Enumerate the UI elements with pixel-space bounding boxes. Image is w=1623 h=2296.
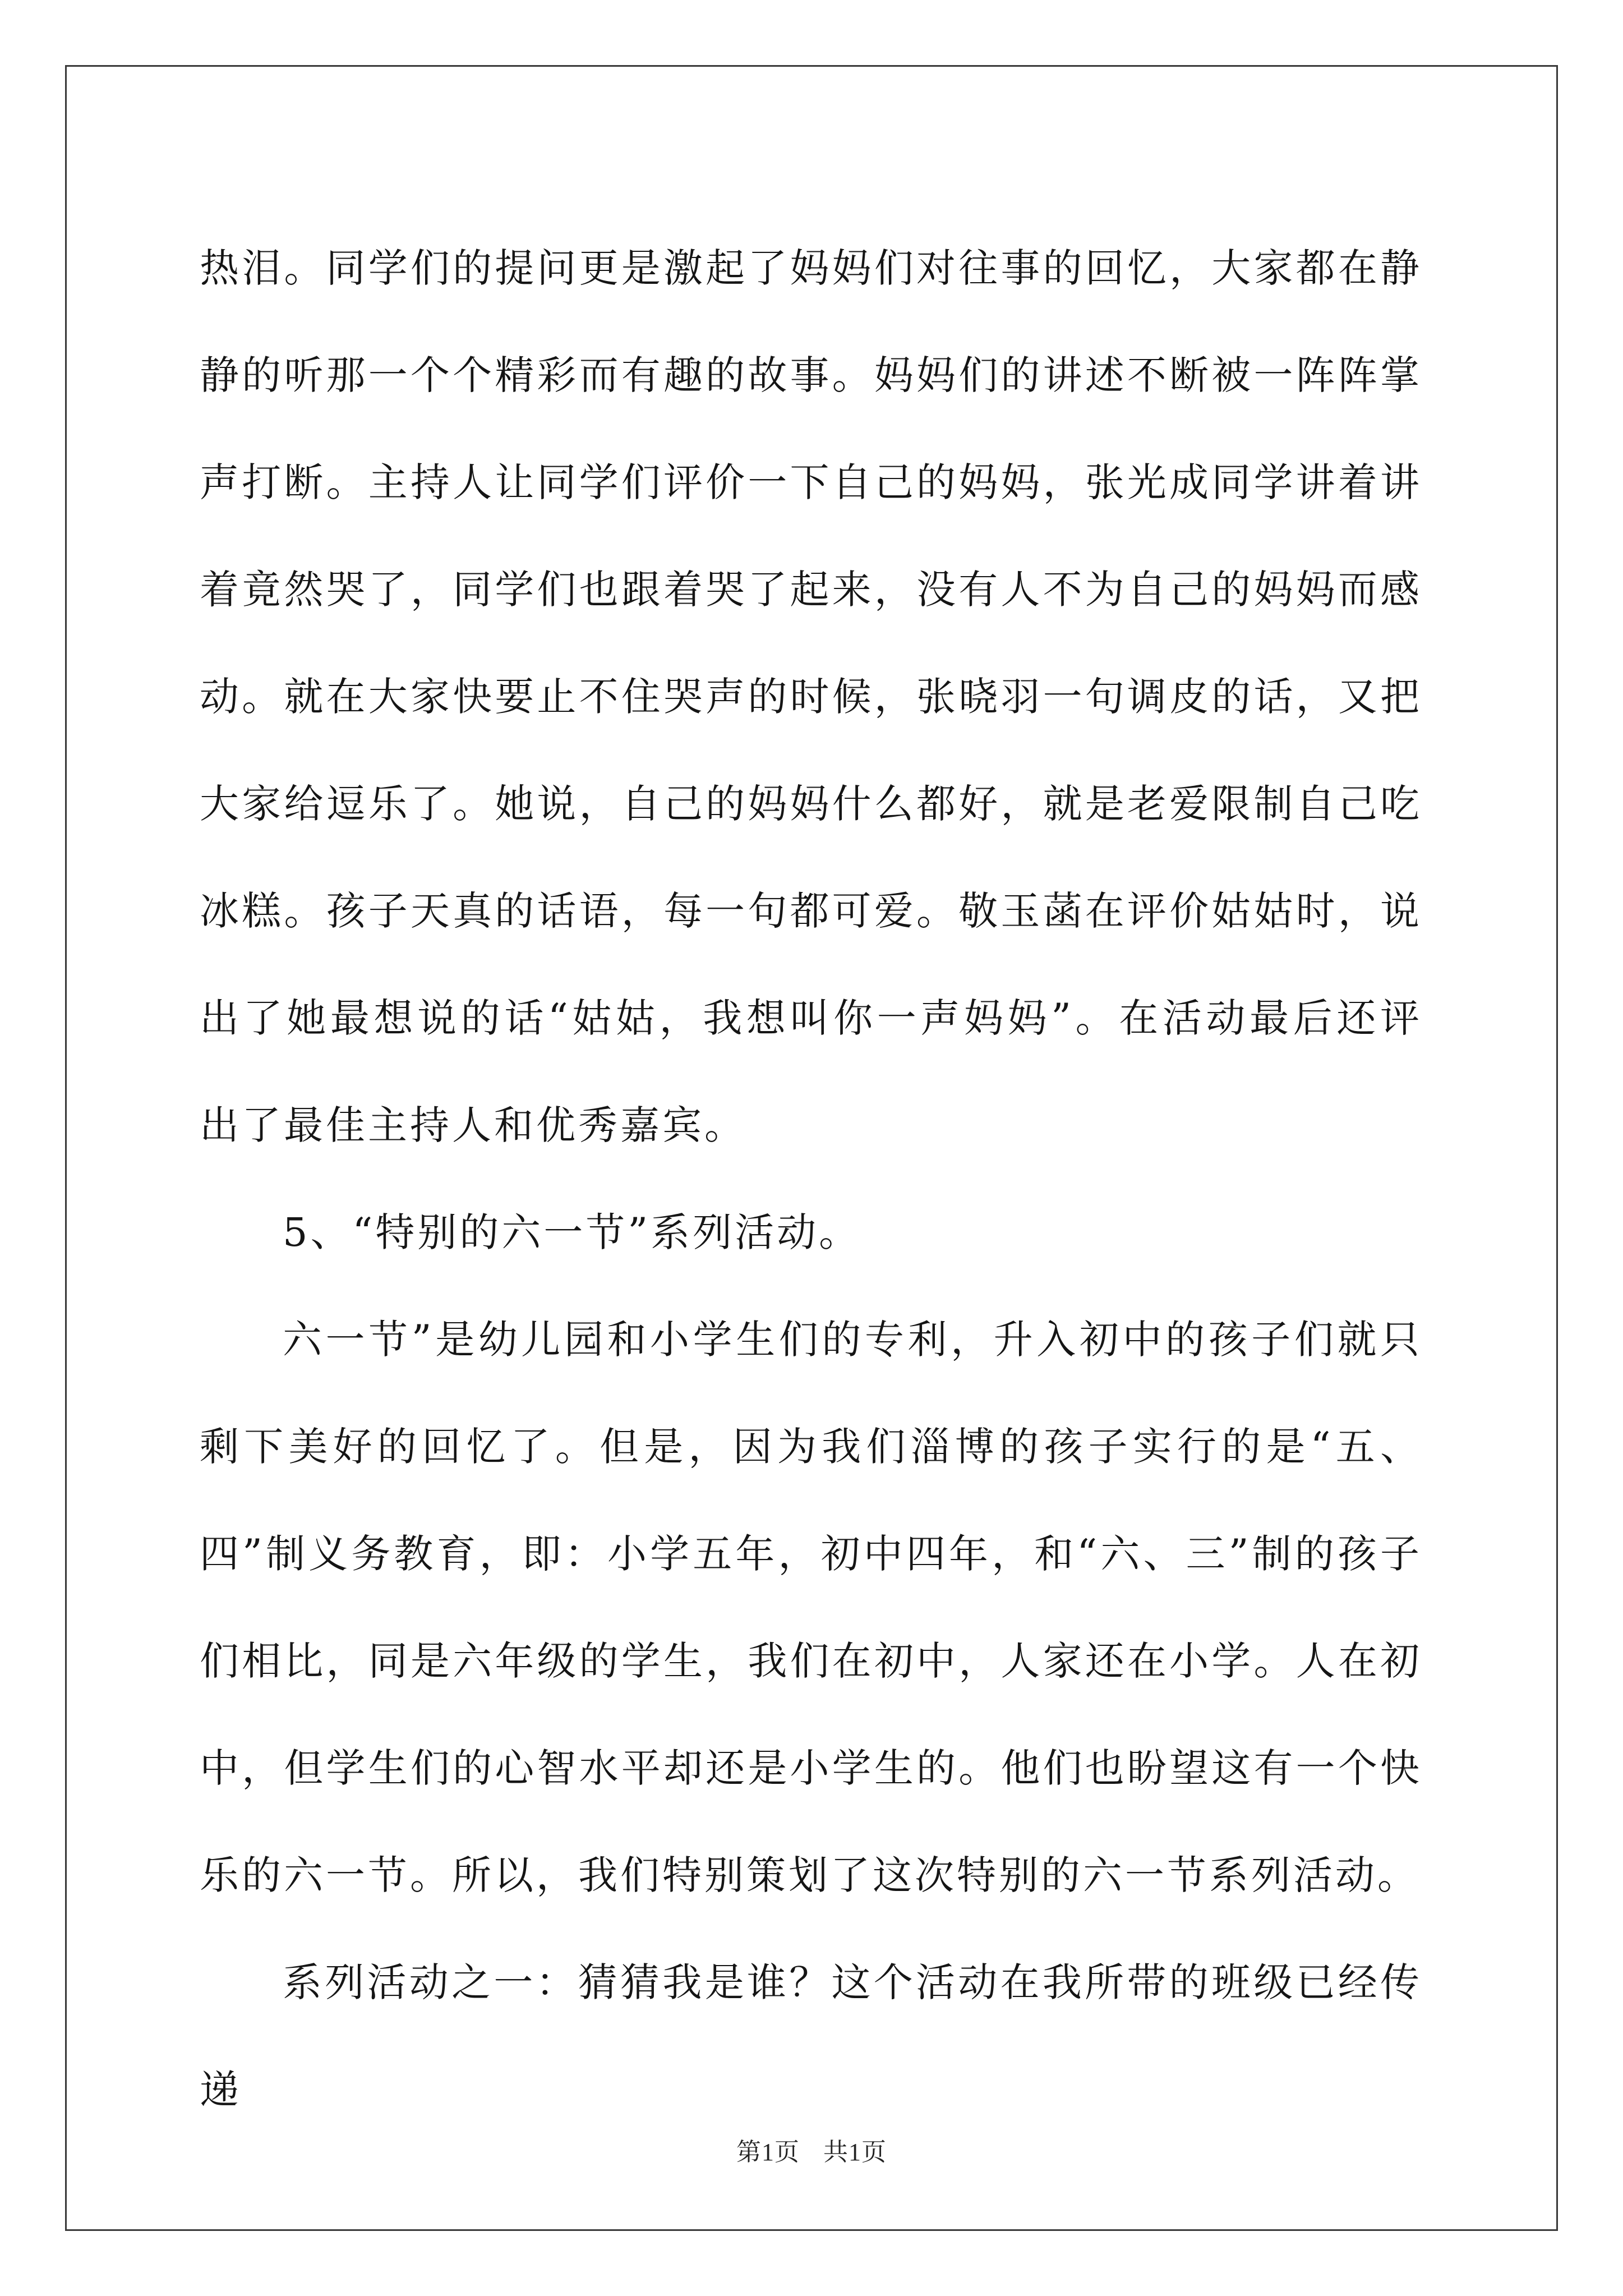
section-heading: 5、“特别的六一节”系列活动。 xyxy=(283,1209,861,1255)
page-footer xyxy=(0,2132,1623,2168)
page-number: 第1页 xyxy=(736,2138,800,2166)
document-body xyxy=(200,215,1422,2143)
body-paragraph: 热泪。同学们的提问更是激起了妈妈们对往事的回忆，大家都在静静的听那一个个精彩而有趣的故事。妈妈们的讲述不断被一阵阵掌声打断。主持人让同学们评价一下自己的妈妈，张光成同学讲着讲着竟然哭了，同学们也跟着哭了起来，没有人不为自己的妈妈而感动。就在大家快要止不住哭声的时候，张晓羽一句调皮的话，又把大家给逗乐了。她说，自己的妈妈什么都好，就是老爱限制自己吃冰糕。孩子天真的话语，每一句都可爱。敬玉菡在评价姑姑时，说出了她最想说的话“姑姑，我想叫你一声妈妈”。在活动最后还评出了最佳主持人和优秀嘉宾。 xyxy=(200,245,1422,1148)
page-total: 共1页 xyxy=(823,2138,887,2166)
body-paragraph: 六一节”是幼儿园和小学生们的专利，升入初中的孩子们就只剩下美好的回忆了。但是，因为我们淄博的孩子实行的是“五、四”制义务教育，即：小学五年，初中四年，和“六、三”制的孩子们相比，同是六年级的学生，我们在初中，人家还在小学。人在初中，但学生们的心智水平却还是小学生的。他们也盼望这有一个快乐的六一节。所以，我们特别策划了这次特别的六一节系列活动。 xyxy=(200,1317,1422,1898)
body-paragraph: 系列活动之一：猜猜我是谁？这个活动在我所带的班级已经传递 xyxy=(200,1959,1422,2113)
